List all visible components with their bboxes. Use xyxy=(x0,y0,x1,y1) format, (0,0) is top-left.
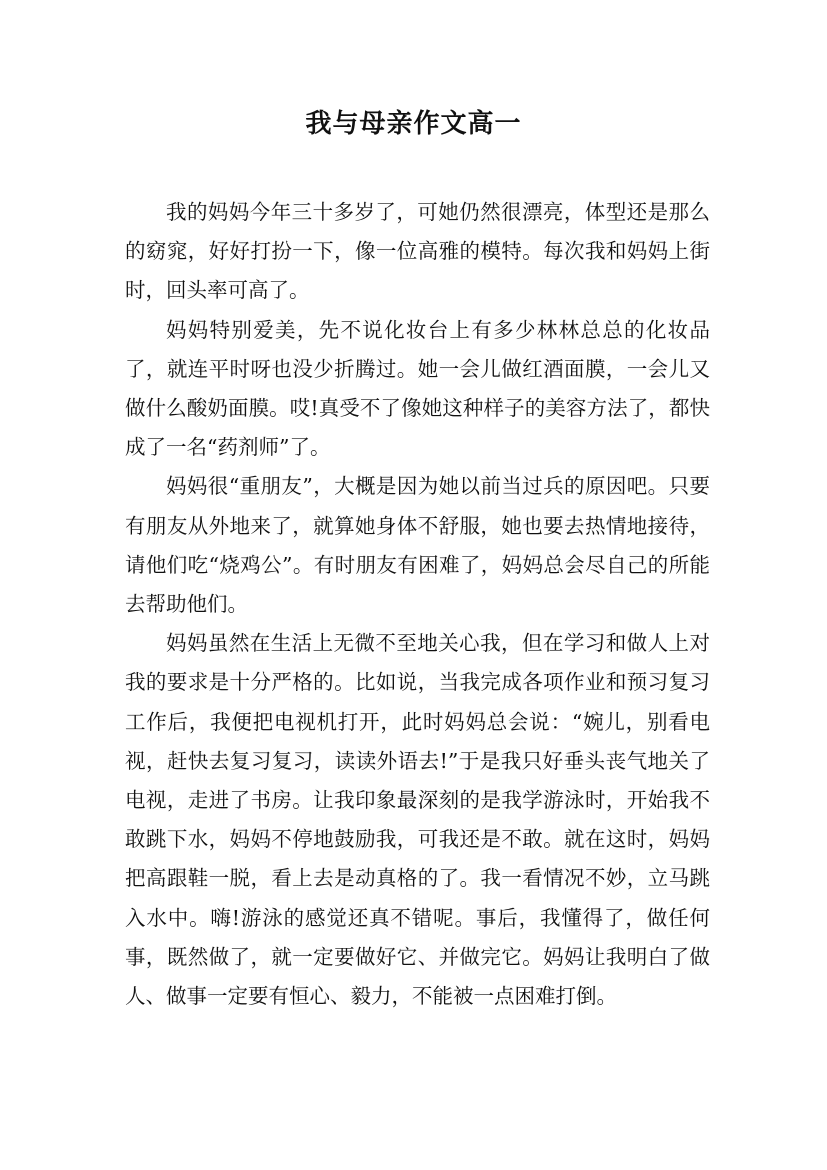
paragraph-1: 我的妈妈今年三十多岁了，可她仍然很漂亮，体型还是那么的窈窕，好好打扮一下，像一位高雅的模特。每次我和妈妈上街时，回头率可高了。 xyxy=(125,200,710,303)
document-body xyxy=(125,193,710,1016)
paragraph-2: 妈妈特别爱美，先不说化妆台上有多少林林总总的化妆品了，就连平时呀也没少折腾过。她一会儿做红酒面膜，一会儿又做什么酸奶面膜。哎!真受不了像她这种样子的美容方法了，都快成了一名“药剂师”了。 xyxy=(125,317,710,460)
document-title: 我与母亲作文高一 xyxy=(305,109,522,139)
paragraph-4: 妈妈虽然在生活上无微不至地关心我，但在学习和做人上对我的要求是十分严格的。比如说，当我完成各项作业和预习复习工作后，我便把电视机打开，此时妈妈总会说：“婉儿，别看电视，赶快去复习复习，读读外语去!”于是我只好垂头丧气地关了电视，走进了书房。让我印象最深刻的是我学游泳时，开始我不敢跳下水，妈妈不停地鼓励我，可我还是不敢。就在这时，妈妈把高跟鞋一脱，看上去是动真格的了。我一看情况不妙，立马跳入水中。嗨!游泳的感觉还真不错呢。事后，我懂得了，做任何事，既然做了，就一定要做好它、并做完它。妈妈让我明白了做人、做事一定要有恒心、毅力，不能被一点困难打倒。 xyxy=(125,631,710,1009)
paragraph-3: 妈妈很“重朋友”，大概是因为她以前当过兵的原因吧。只要有朋友从外地来了，就算她身体不舒服，她也要去热情地接待，请他们吃“烧鸡公”。有时朋友有困难了，妈妈总会尽自己的所能去帮助他们。 xyxy=(125,474,710,617)
